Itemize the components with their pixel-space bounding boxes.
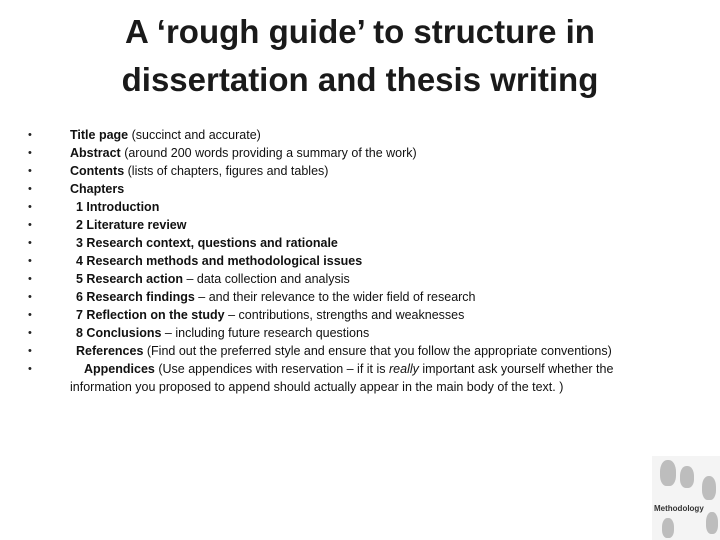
emphasis-text: really	[389, 362, 419, 376]
item-detail: – including future research questions	[161, 326, 370, 340]
item-detail: (Find out the preferred style and ensure that you follow the appropriate conventions)	[143, 344, 612, 358]
list-item	[28, 144, 678, 162]
list-item	[28, 180, 678, 198]
chapter-heading: 6 Research findings	[76, 290, 195, 304]
list-item	[28, 234, 678, 252]
doll-shape	[660, 460, 676, 486]
list-item	[28, 216, 678, 234]
cover-title: Methodology	[654, 504, 704, 513]
list-item	[28, 198, 678, 216]
chapter-heading: 7 Reflection on the study	[76, 308, 225, 322]
item-detail: (succinct and accurate)	[128, 128, 261, 142]
title-line-1: A ‘rough guide’ to structure in	[125, 13, 595, 50]
chapter-heading: 4 Research methods and methodological issues	[76, 254, 363, 268]
chapter-heading: 8 Conclusions	[76, 326, 162, 340]
list-item	[28, 306, 678, 324]
list-item	[28, 252, 678, 270]
doll-shape	[662, 518, 674, 538]
structure-list	[28, 126, 678, 396]
item-heading: References	[76, 344, 144, 358]
list-item	[28, 288, 678, 306]
doll-shape	[680, 466, 694, 488]
item-detail: (Use appendices with reservation – if it is	[154, 362, 389, 376]
doll-shape	[702, 476, 716, 500]
item-heading: Contents	[70, 164, 125, 178]
chapter-heading: 2 Literature review	[76, 218, 187, 232]
item-detail: (around 200 words providing a summary of the work)	[120, 146, 417, 160]
slide-title	[60, 8, 660, 104]
item-detail: important ask yourself whether the information you proposed to append should actually appear in the main body of the text. )	[70, 362, 614, 394]
title-line-2: dissertation and thesis writing	[121, 61, 599, 98]
item-heading: Chapters	[70, 182, 125, 196]
item-detail: – contributions, strengths and weaknesses	[224, 308, 465, 322]
chapter-heading: 5 Research action	[76, 272, 183, 286]
item-heading: Abstract	[70, 146, 121, 160]
item-heading: Appendices	[84, 362, 155, 376]
item-detail: (lists of chapters, figures and tables)	[124, 164, 329, 178]
list-item	[28, 126, 678, 144]
list-item	[28, 342, 678, 360]
list-item	[28, 162, 678, 180]
chapter-heading: 1 Introduction	[76, 200, 160, 214]
book-cover-image	[652, 456, 720, 540]
chapter-heading: 3 Research context, questions and rationale	[76, 236, 338, 250]
list-item	[28, 270, 678, 288]
doll-shape	[706, 512, 718, 534]
item-detail: – data collection and analysis	[183, 272, 350, 286]
list-item	[28, 324, 678, 342]
item-heading: Title page	[70, 128, 129, 142]
list-item	[28, 360, 678, 396]
item-detail: – and their relevance to the wider field of research	[194, 290, 476, 304]
